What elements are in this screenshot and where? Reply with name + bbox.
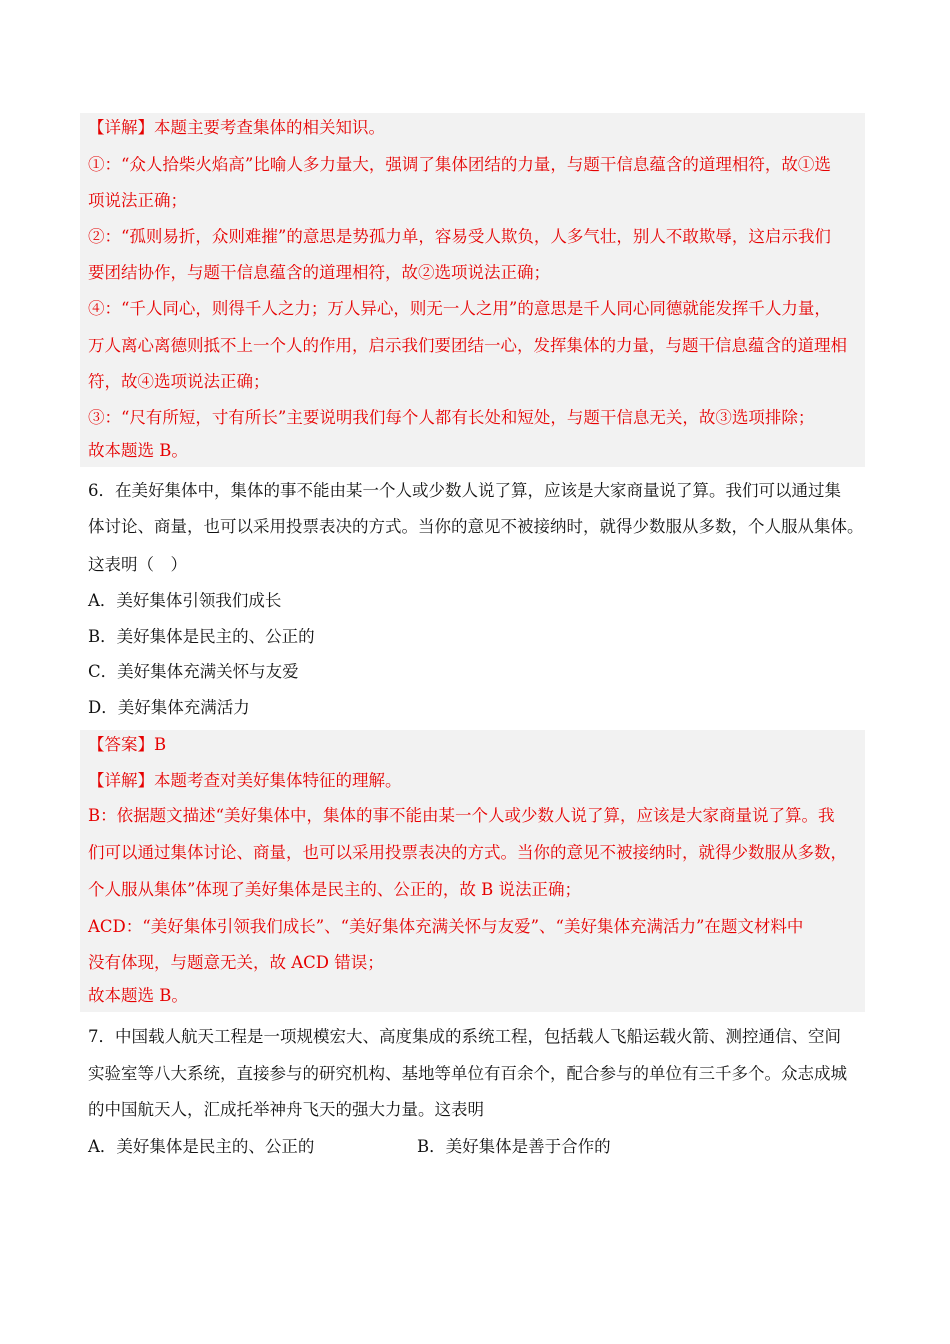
question-7-stem: 实验室等八大系统，直接参与的研究机构、基地等单位有百余个，配合参与的单位有三千多个。众志成城 [88, 1064, 847, 1083]
analysis-line: B：依据题文描述“美好集体中，集体的事不能由某一个人或少数人说了算，应该是大家商量说了算。我 [88, 806, 835, 825]
analysis-conclusion: 故本题选 B。 [88, 441, 188, 460]
analysis-line: 万人离心离德则抵不上一个人的作用，启示我们要团结一心，发挥集体的力量，与题干信息蕴含的道理相 [88, 336, 847, 355]
question-6-option-a: A．美好集体引领我们成长 [88, 591, 282, 610]
analysis-conclusion: 故本题选 B。 [88, 986, 188, 1005]
analysis-line: ④：“千人同心，则得千人之力；万人异心，则无一人之用”的意思是千人同心同德就能发挥千人力量， [88, 299, 831, 318]
analysis-heading: 【详解】本题主要考查集体的相关知识。 [88, 118, 385, 137]
analysis-line: ③：“尺有所短，寸有所长”主要说明我们每个人都有长处和短处，与题干信息无关，故③选项排除； [88, 408, 815, 427]
question-6-option-c: C．美好集体充满关怀与友爱 [88, 662, 299, 681]
question-6-option-d: D．美好集体充满活力 [88, 698, 250, 717]
analysis-line: 没有体现，与题意无关，故 ACD 错误； [88, 953, 384, 972]
answer-label: 【答案】B [88, 735, 167, 754]
analysis-line: 个人服从集体”体现了美好集体是民主的、公正的，故 B 说法正确； [88, 880, 582, 899]
question-7-option-a: A．美好集体是民主的、公正的 [88, 1137, 315, 1156]
analysis-line: ②：“孤则易折，众则难摧”的意思是势孤力单，容易受人欺负，人多气壮，别人不敢欺辱，这启示我们 [88, 227, 831, 246]
question-6-stem: 6．在美好集体中，集体的事不能由某一个人或少数人说了算，应该是大家商量说了算。我们可以通过集 [88, 481, 841, 500]
analysis-line: 要团结协作，与题干信息蕴含的道理相符，故②选项说法正确； [88, 263, 550, 282]
analysis-line: 们可以通过集体讨论、商量，也可以采用投票表决的方式。当你的意见不被接纳时，就得少数服从多数， [88, 843, 847, 862]
analysis-line: 项说法正确； [88, 191, 187, 210]
analysis-line: ACD：“美好集体引领我们成长”、“美好集体充满关怀与友爱”、“美好集体充满活力”在题文材料中 [88, 917, 804, 936]
question-7-stem: 的中国航天人，汇成托举神舟飞天的强大力量。这表明 [88, 1100, 484, 1119]
question-6-option-b: B．美好集体是民主的、公正的 [88, 627, 315, 646]
analysis-line: ①：“众人拾柴火焰高”比喻人多力量大，强调了集体团结的力量，与题干信息蕴含的道理相符，故①选 [88, 155, 831, 174]
question-7-stem: 7．中国载人航天工程是一项规模宏大、高度集成的系统工程，包括载人飞船运载火箭、测控通信、空间 [88, 1027, 841, 1046]
analysis-line: 符，故④选项说法正确； [88, 372, 270, 391]
question-6-stem: 这表明（ ） [88, 555, 187, 574]
question-7-option-b: B．美好集体是善于合作的 [417, 1137, 611, 1156]
analysis-heading: 【详解】本题考查对美好集体特征的理解。 [88, 771, 402, 790]
question-6-stem: 体讨论、商量，也可以采用投票表决的方式。当你的意见不被接纳时，就得少数服从多数，个人服从集体。 [88, 517, 864, 536]
